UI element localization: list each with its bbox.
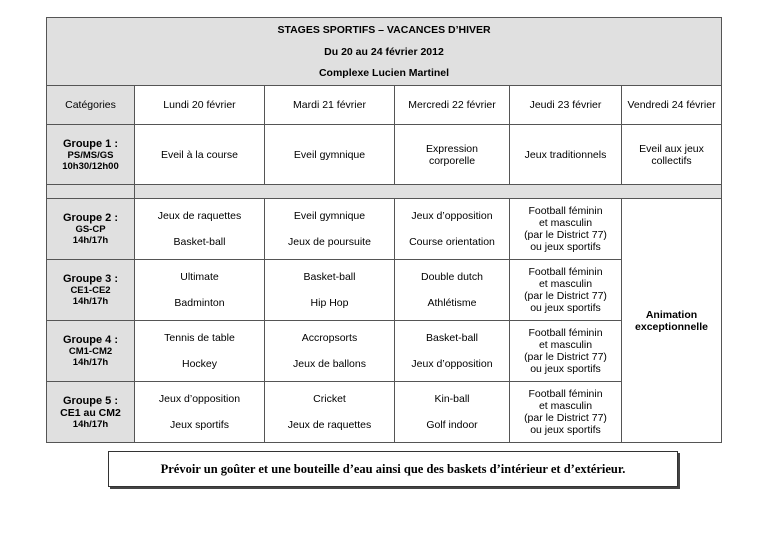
group3-row bbox=[47, 260, 722, 321]
activity-line: Jeux de raquettes bbox=[157, 210, 242, 222]
activity-line: Accropsorts bbox=[301, 332, 358, 344]
activity-line: Animation bbox=[645, 308, 698, 321]
group-level: GS-CP bbox=[75, 224, 106, 235]
activity-line: Football féminin bbox=[528, 205, 603, 217]
group5-monday bbox=[135, 382, 265, 443]
note-text: Prévoir un goûter et une bouteille d’eau ainsi que des baskets d’intérieur et d’extérieur. bbox=[160, 461, 626, 476]
activity-line: Cricket bbox=[313, 393, 346, 405]
group-level: CE1-CE2 bbox=[70, 285, 111, 296]
activity-line: et masculin bbox=[538, 339, 593, 351]
activity-line: ou jeux sportifs bbox=[530, 363, 601, 375]
activity-line: Hip Hop bbox=[310, 297, 349, 309]
activity-line: Athlétisme bbox=[427, 297, 477, 309]
activity-line: Jeux de ballons bbox=[293, 358, 366, 370]
group1-wednesday bbox=[395, 125, 510, 185]
activity-line: Kin-ball bbox=[434, 393, 470, 405]
group2-tuesday bbox=[265, 199, 395, 260]
col-header-categories: Catégories bbox=[47, 86, 135, 125]
group2-monday bbox=[135, 199, 265, 260]
group4-label bbox=[47, 321, 135, 382]
activity-line: Jeux sportifs bbox=[170, 419, 229, 431]
group5-thursday bbox=[510, 382, 622, 443]
group1-row bbox=[47, 125, 722, 185]
activity-line: (par le District 77) bbox=[524, 229, 607, 241]
activity-line: ou jeux sportifs bbox=[530, 302, 601, 314]
activity-line: Jeux d’opposition bbox=[411, 358, 493, 370]
activity-line: Golf indoor bbox=[426, 419, 478, 431]
activity-line: (par le District 77) bbox=[524, 412, 607, 424]
group2-wednesday bbox=[395, 199, 510, 260]
activity-line: et masculin bbox=[538, 217, 593, 229]
activity-line: Jeux de raquettes bbox=[287, 419, 372, 431]
group-level: CM1-CM2 bbox=[68, 346, 113, 357]
activity-line: Eveil gymnique bbox=[293, 210, 366, 222]
activity-line: (par le District 77) bbox=[524, 351, 607, 363]
activity-line: Football féminin bbox=[528, 266, 603, 278]
col-header-friday: Vendredi 24 février bbox=[622, 86, 722, 125]
group-hours: 14h/17h bbox=[72, 235, 109, 246]
group-name: Groupe 5 : bbox=[62, 394, 118, 407]
activity-line: Basket-ball bbox=[426, 332, 478, 344]
group3-thursday bbox=[510, 260, 622, 321]
activity-line: Eveil aux jeux bbox=[639, 142, 704, 155]
activity-line: Jeux d’opposition bbox=[158, 393, 241, 405]
group-name: Groupe 4 : bbox=[62, 334, 118, 346]
group1-thursday: Jeux traditionnels bbox=[510, 125, 622, 185]
page-title: STAGES SPORTIFS – VACANCES D’HIVER bbox=[277, 24, 491, 36]
group4-monday bbox=[135, 321, 265, 382]
activity-line: Double dutch bbox=[421, 271, 483, 283]
group2-label bbox=[47, 199, 135, 260]
activity-line: Basket-ball bbox=[303, 271, 356, 283]
group5-row bbox=[47, 382, 722, 443]
group1-label bbox=[47, 125, 135, 185]
title-block bbox=[47, 18, 722, 86]
friday-special-cell bbox=[622, 199, 722, 443]
col-header-monday: Lundi 20 février bbox=[135, 86, 265, 125]
col-header-tuesday: Mardi 21 février bbox=[265, 86, 395, 125]
group-level: CE1 au CM2 bbox=[60, 406, 121, 419]
group4-thursday bbox=[510, 321, 622, 382]
activity-line: ou jeux sportifs bbox=[530, 241, 601, 253]
group4-wednesday bbox=[395, 321, 510, 382]
group5-wednesday bbox=[395, 382, 510, 443]
activity-line: ou jeux sportifs bbox=[530, 424, 601, 436]
activity-line: Badminton bbox=[174, 297, 225, 309]
activity-line: exceptionnelle bbox=[635, 320, 708, 333]
group4-row bbox=[47, 321, 722, 382]
activity-line: Course orientation bbox=[409, 236, 495, 248]
group-hours: 14h/17h bbox=[72, 418, 109, 430]
activity-line: Football féminin bbox=[528, 327, 603, 339]
activity-line: Ultimate bbox=[180, 271, 219, 283]
schedule-table bbox=[46, 17, 722, 443]
activity-line: corporelle bbox=[428, 154, 476, 167]
activity-line: collectifs bbox=[651, 154, 692, 167]
activity-line: Basket-ball bbox=[173, 236, 226, 248]
group1-friday bbox=[622, 125, 722, 185]
group-name: Groupe 1 : bbox=[62, 137, 118, 150]
activity-line: Jeux d’opposition bbox=[411, 210, 493, 222]
group-hours: 14h/17h bbox=[72, 357, 109, 368]
group1-monday: Eveil à la course bbox=[135, 125, 265, 185]
date-range: Du 20 au 24 février 2012 bbox=[324, 46, 444, 58]
group-hours: 14h/17h bbox=[72, 296, 109, 307]
group2-thursday bbox=[510, 199, 622, 260]
spacer-cell bbox=[135, 185, 722, 199]
activity-line: et masculin bbox=[538, 278, 593, 290]
activity-line: Expression bbox=[426, 142, 478, 155]
group3-tuesday bbox=[265, 260, 395, 321]
spacer-row bbox=[47, 185, 722, 199]
title-row bbox=[47, 18, 722, 86]
activity-line: Football féminin bbox=[528, 388, 603, 400]
group5-label bbox=[47, 382, 135, 443]
activity-line: Tennis de table bbox=[164, 332, 235, 344]
group-name: Groupe 3 : bbox=[62, 273, 118, 285]
col-header-wednesday: Mercredi 22 février bbox=[395, 86, 510, 125]
group-name: Groupe 2 : bbox=[62, 212, 118, 224]
group3-wednesday bbox=[395, 260, 510, 321]
group1-tuesday: Eveil gymnique bbox=[265, 125, 395, 185]
group5-tuesday bbox=[265, 382, 395, 443]
note-box bbox=[108, 451, 678, 487]
group3-monday bbox=[135, 260, 265, 321]
group-level: PS/MS/GS bbox=[67, 149, 114, 161]
activity-line: et masculin bbox=[538, 400, 593, 412]
col-header-thursday: Jeudi 23 février bbox=[510, 86, 622, 125]
group3-label bbox=[47, 260, 135, 321]
venue: Complexe Lucien Martinel bbox=[318, 67, 450, 79]
group-hours: 10h30/12h00 bbox=[62, 160, 119, 172]
activity-line: Hockey bbox=[181, 358, 217, 370]
column-header-row bbox=[47, 86, 722, 125]
group2-row bbox=[47, 199, 722, 260]
group4-tuesday bbox=[265, 321, 395, 382]
spacer-cell bbox=[47, 185, 135, 199]
activity-line: (par le District 77) bbox=[524, 290, 607, 302]
activity-line: Jeux de poursuite bbox=[288, 236, 371, 248]
